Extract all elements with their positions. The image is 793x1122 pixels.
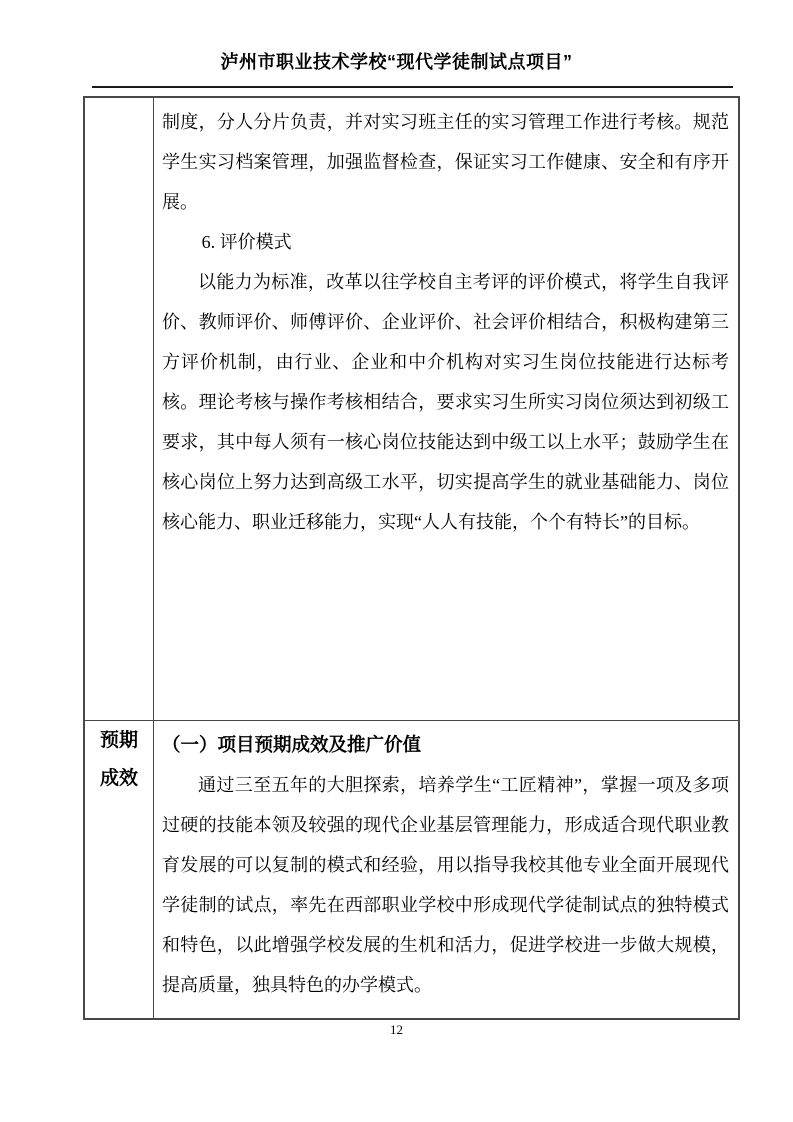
header-title: 泸州市职业技术学校“现代学徒制试点项目” xyxy=(220,52,573,72)
header-rule xyxy=(92,86,733,88)
section-heading-expected-results: （一）项目预期成效及推广价值 xyxy=(162,734,422,755)
table-row-expected-results xyxy=(84,721,739,1020)
content-cell-expected-results xyxy=(154,721,740,1020)
label-cell-expected-results xyxy=(84,721,154,1020)
page-footer xyxy=(0,1022,793,1038)
paragraph-continuation: 制度，分人分片负责，并对实习班主任的实习管理工作进行考核。规范学生实习档案管理，加强监督检查，保证实习工作健康、安全和有序开展。 xyxy=(162,112,729,212)
paragraph-evaluation-body: 以能力为标准，改革以往学校自主考评的评价模式，将学生自我评价、教师评价、师傅评价、企业评价、社会评价相结合，积极构建第三方评价机制，由行业、企业和中介机构对实习生岗位技能进行达标考核。理论考核与操作考核相结合，要求实习生所实习岗位须达到初级工要求，其中每人须有一核心岗位技能达到中级工以上水平；鼓励学生在核心岗位上努力达到高级工水平，切实提高学生的就业基础能力、岗位核心能力、职业迁移能力，实现“人人有技能，个个有特长”的目标。 xyxy=(162,272,729,532)
page-number: 12 xyxy=(390,1022,403,1037)
content-table xyxy=(83,96,740,1020)
label-line-2: 成效 xyxy=(99,768,138,789)
table-row-continuation xyxy=(84,97,739,721)
subheading-evaluation-mode: 6. 评价模式 xyxy=(201,232,292,252)
label-line-1: 预期 xyxy=(99,730,138,751)
paragraph-expected-results-body: 通过三至五年的大胆探索，培养学生“工匠精神”，掌握一项及多项过硬的技能本领及较强的现代企业基层管理能力，形成适合现代职业教育发展的可以复制的模式和经验，用以指导我校其他专业全面开展现代学徒制的试点，率先在西部职业学校中形成现代学徒制试点的独特模式和特色，以此增强学校发展的生机和活力，促进学校进一步做大规模，提高质量，独具特色的办学模式。 xyxy=(162,775,729,995)
content-cell-evaluation xyxy=(154,97,740,721)
label-cell-empty xyxy=(84,97,154,721)
